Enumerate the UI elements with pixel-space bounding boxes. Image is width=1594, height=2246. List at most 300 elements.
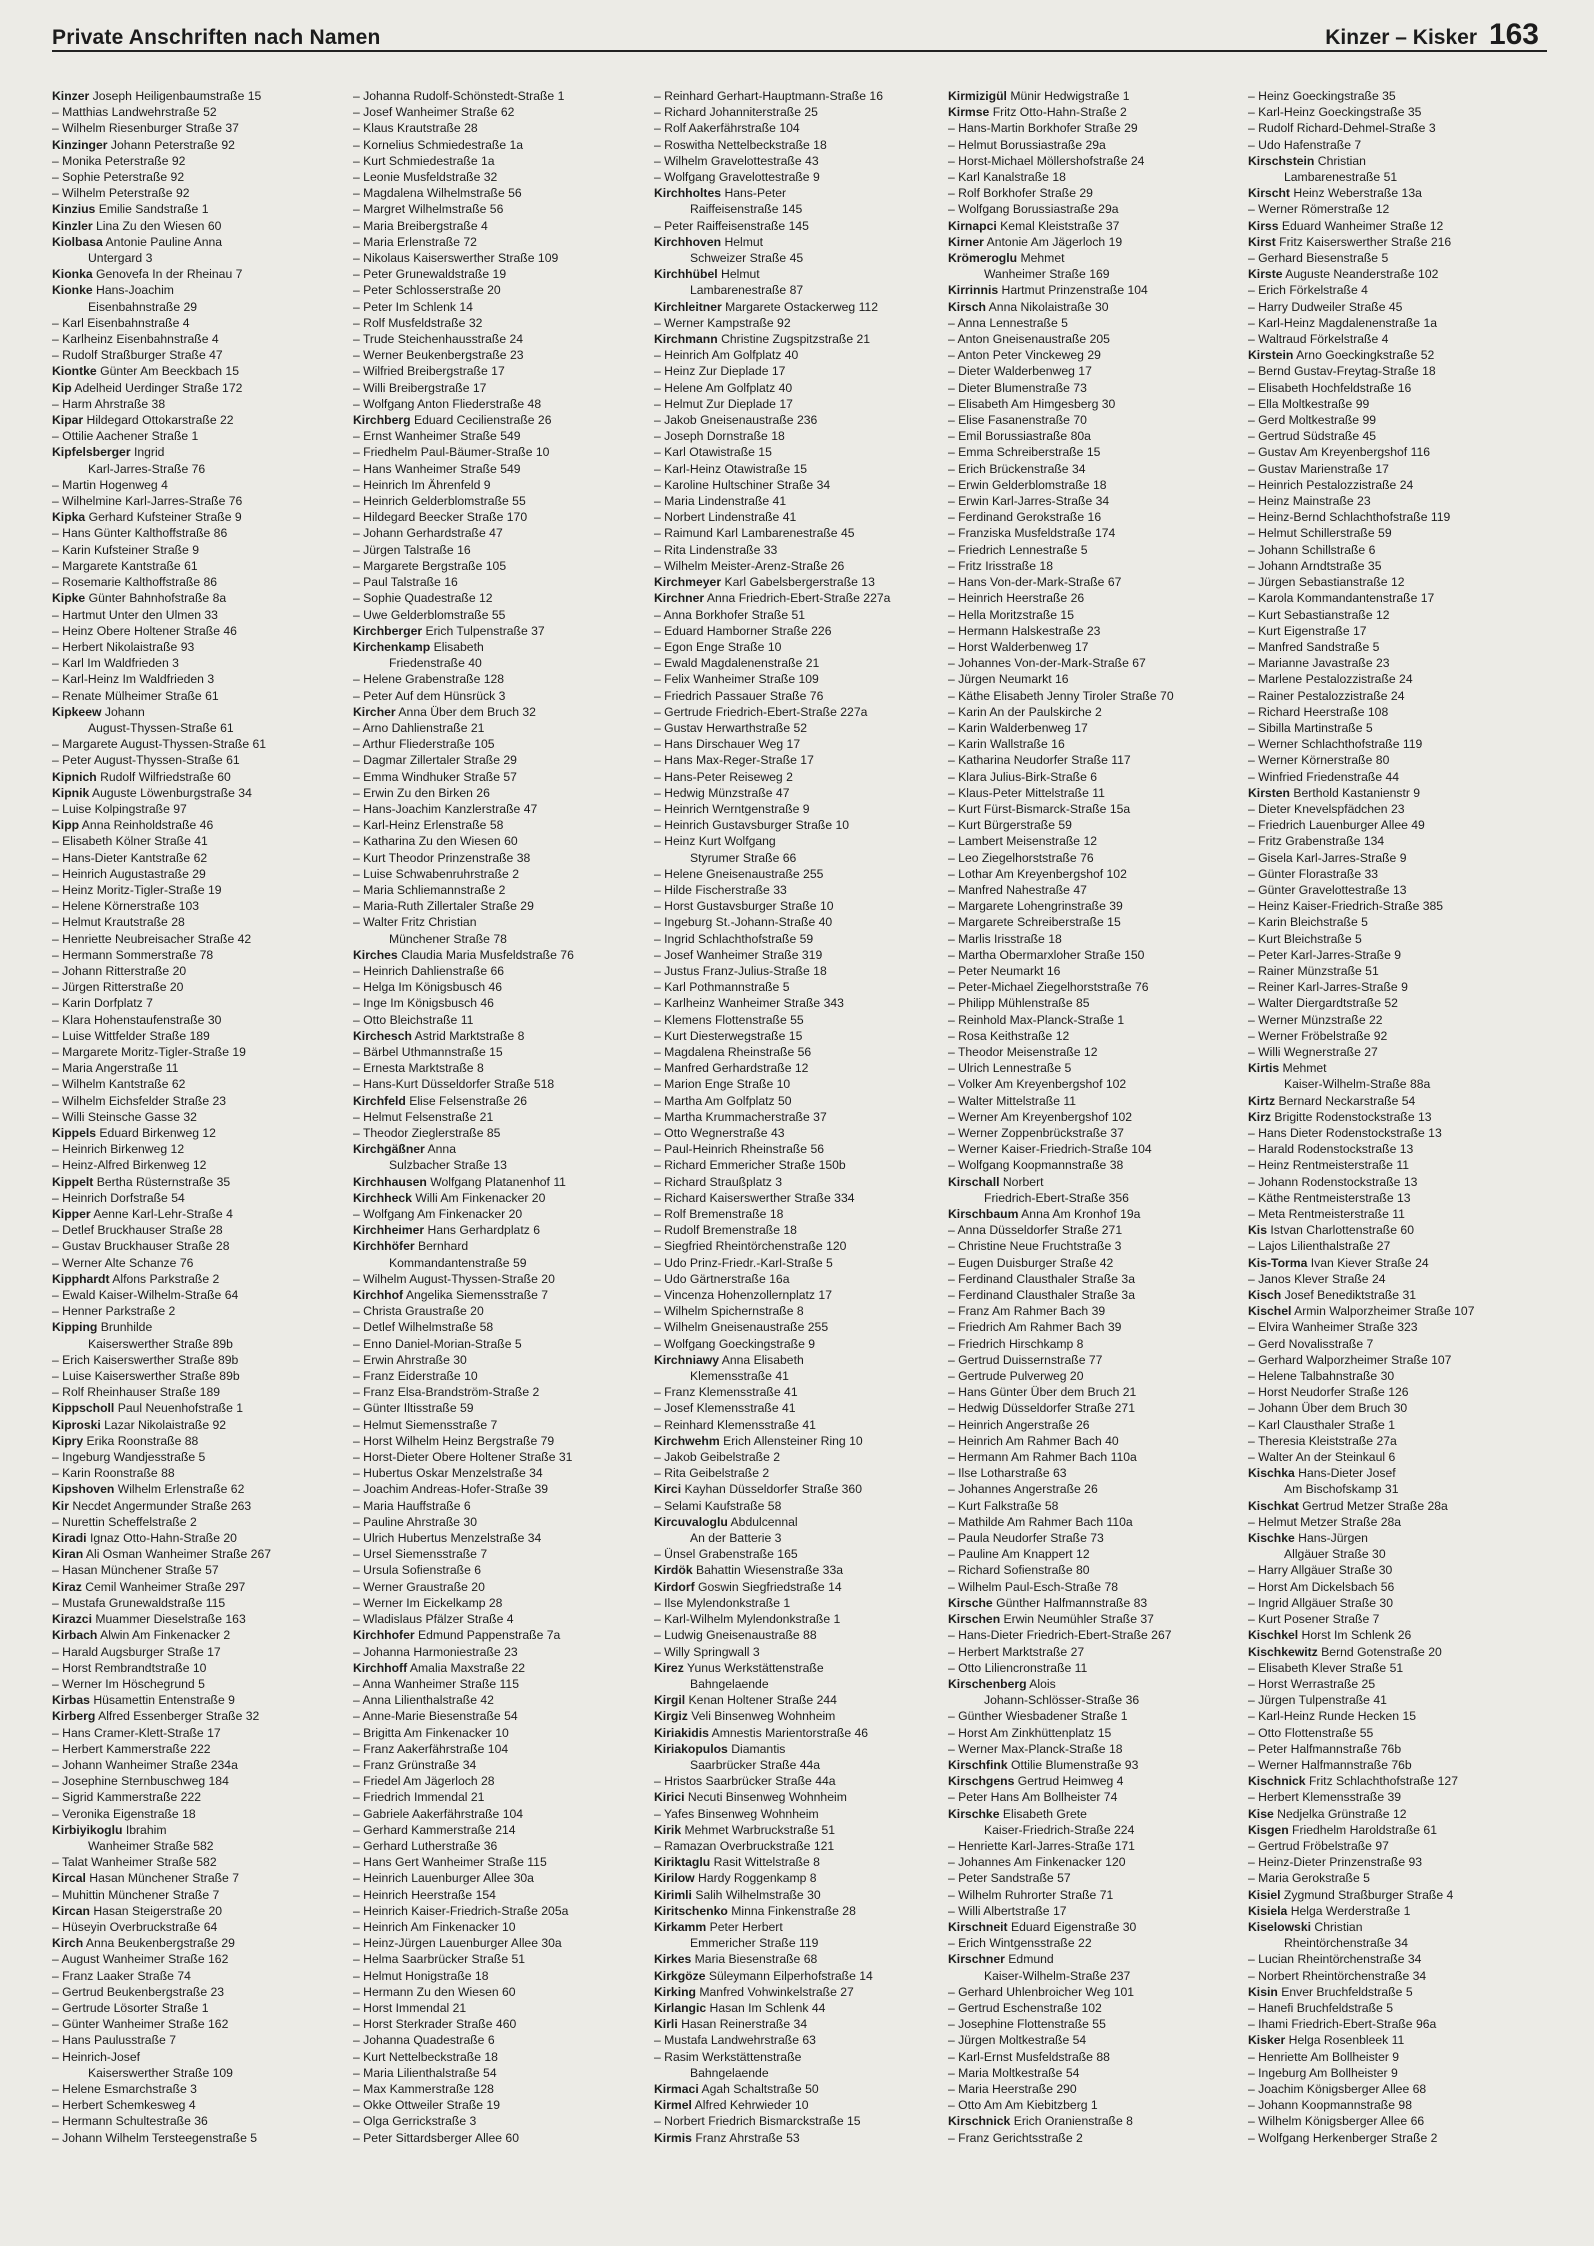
directory-entry (52, 1368, 337, 1384)
directory-entry (948, 1028, 1233, 1044)
entry-text: – Gabriele Aakerfährstraße 104 (353, 1806, 524, 1821)
directory-entry (948, 590, 1233, 606)
column-2 (353, 88, 638, 2228)
directory-entry (948, 1255, 1233, 1271)
directory-entry (948, 347, 1233, 363)
directory-entry (654, 1190, 939, 1206)
directory-entry (654, 120, 939, 136)
directory-entry (1248, 850, 1533, 866)
entry-surname: Kippscholl (52, 1401, 115, 1416)
entry-surname: Kiriktaglu (654, 1855, 711, 1870)
entry-text: – Maria Hauffstraße 6 (353, 1498, 471, 1513)
directory-entry (52, 120, 337, 136)
directory-entry (948, 736, 1233, 752)
directory-entry (948, 493, 1233, 509)
directory-entry (353, 995, 638, 1011)
directory-entry (353, 1255, 638, 1271)
directory-entry (654, 590, 939, 606)
directory-entry (1248, 1741, 1533, 1757)
entry-text: – Heinrich-Josef (52, 2049, 141, 2064)
entry-text: – Joachim Königsberger Allee 68 (1248, 2081, 1427, 2096)
entry-surname: Kirchmeyer (654, 575, 722, 590)
entry-text: – Walter An der Steinkaul 6 (1248, 1450, 1396, 1465)
entry-text: Kemal Kleiststraße 37 (1000, 218, 1120, 233)
entry-text: Alfred Essenberger Straße 32 (98, 1709, 260, 1724)
directory-entry (948, 282, 1233, 298)
entry-text: – Heinz Kaiser-Friedrich-Straße 385 (1248, 899, 1444, 914)
entry-text: – Wilhelm Peterstraße 92 (52, 186, 190, 201)
directory-entry (1248, 2130, 1533, 2146)
entry-surname: Kisin (1248, 1984, 1278, 1999)
directory-entry (1248, 1660, 1533, 1676)
directory-entry (353, 444, 638, 460)
entry-text: – Janos Klever Straße 24 (1248, 1271, 1386, 1286)
entry-text: Mehmet Warbruckstraße 51 (684, 1822, 836, 1837)
directory-entry (654, 1481, 939, 1497)
entry-text: – Peter Schlosserstraße 20 (353, 283, 501, 298)
directory-entry (948, 1838, 1233, 1854)
entry-text: – Hasan Münchener Straße 57 (52, 1563, 219, 1578)
entry-text: – Erich Förkelstraße 4 (1248, 283, 1368, 298)
directory-entry (1248, 1109, 1533, 1125)
entry-surname: Kirste (1248, 267, 1283, 282)
directory-entry (1248, 704, 1533, 720)
entry-surname: Kirci (654, 1482, 682, 1497)
directory-entry (52, 169, 337, 185)
entry-text: – Heinrich Dahlienstraße 66 (353, 963, 505, 978)
entry-text: – Gertrud Beukenbergstraße 23 (52, 1984, 225, 1999)
entry-text: – Werner Zoppenbrückstraße 37 (948, 1126, 1124, 1140)
entry-text: – Karin Roonstraße 88 (52, 1466, 175, 1481)
entry-text: Hasan Reinerstraße 34 (681, 2017, 808, 2032)
directory-entry (1248, 1028, 1533, 1044)
entry-text: – Karl Kanalstraße 18 (948, 170, 1066, 185)
column-1 (52, 88, 337, 2228)
directory-entry (948, 1498, 1233, 1514)
directory-entry (353, 1951, 638, 1967)
directory-entry (948, 525, 1233, 541)
entry-surname: Kinzius (52, 202, 96, 217)
directory-entry (353, 882, 638, 898)
entry-text: – Pauline Am Knappert 12 (948, 1547, 1090, 1562)
directory-entry (654, 477, 939, 493)
entry-text: Helga Rosenbleek 11 (1288, 2033, 1405, 2048)
entry-text: – Margarete Bergstraße 105 (353, 558, 507, 573)
entry-text: – Henner Parkstraße 2 (52, 1304, 176, 1319)
entry-text: Schweizer Straße 45 (690, 251, 804, 266)
entry-text: – Ingeburg Wandjesstraße 5 (52, 1450, 206, 1465)
entry-text: – Vincenza Hohenzollernplatz 17 (654, 1288, 832, 1303)
directory-entry (1248, 736, 1533, 752)
directory-entry (353, 1190, 638, 1206)
entry-surname: Kirz (1248, 1109, 1272, 1124)
directory-entry (1248, 1627, 1533, 1643)
entry-text: – Werner Münzstraße 22 (1248, 1012, 1383, 1027)
entry-text: Hartmut Prinzenstraße 104 (1001, 283, 1148, 298)
directory-entry (52, 1060, 337, 1076)
entry-text: – Luise Kolpingstraße 97 (52, 801, 187, 816)
directory-entry (353, 2081, 638, 2097)
directory-entry (948, 1287, 1233, 1303)
directory-entry (948, 1514, 1233, 1530)
entry-text: Allgäuer Straße 30 (1284, 1547, 1386, 1562)
directory-entry (1248, 1222, 1533, 1238)
entry-surname: Kirchhof (353, 1288, 404, 1303)
entry-surname: Kisch (1248, 1288, 1282, 1303)
directory-entry (353, 1676, 638, 1692)
entry-text: – Rudolf Bremenstraße 18 (654, 1223, 797, 1238)
directory-entry (52, 1660, 337, 1676)
entry-surname: Kischkel (1248, 1628, 1299, 1643)
entry-surname: Kirking (654, 1984, 696, 1999)
entry-text: – Horst-Michael Möllershofstraße 24 (948, 153, 1145, 168)
directory-entry (1248, 1044, 1533, 1060)
directory-entry (654, 1028, 939, 1044)
entry-text: – Peter Neumarkt 16 (948, 963, 1061, 978)
entry-text: Kenan Holtener Straße 244 (688, 1693, 837, 1708)
entry-surname: Kirmizigül (948, 89, 1007, 103)
entry-text: Alois (1029, 1676, 1056, 1691)
entry-text: – Detlef Bruckhauser Straße 28 (52, 1223, 223, 1238)
entry-text: Goswin Siegfriedstraße 14 (698, 1579, 842, 1594)
directory-entry (948, 607, 1233, 623)
entry-text: – Helene Körnerstraße 103 (52, 899, 200, 914)
entry-text: – Horst Am Zinkhüttenplatz 15 (948, 1725, 1112, 1740)
entry-text: Friedhelm Haroldstraße 61 (1292, 1822, 1437, 1837)
directory-entry (948, 1141, 1233, 1157)
entry-surname: Kiran (52, 1547, 84, 1562)
entry-text: – Kurt Nettelbeckstraße 18 (353, 2049, 498, 2064)
entry-surname: Kir (52, 1498, 69, 1513)
directory-entry (948, 412, 1233, 428)
directory-entry (1248, 1951, 1533, 1967)
entry-text: – Kurt Eigenstraße 17 (1248, 623, 1367, 638)
entry-text: Gerhard Kufsteiner Straße 9 (88, 510, 242, 525)
directory-entry (52, 88, 337, 104)
directory-entry (1248, 363, 1533, 379)
directory-entry (654, 2097, 939, 2113)
directory-entry (1248, 185, 1533, 201)
entry-text: – Luise Kaiserswerther Straße 89b (52, 1369, 240, 1384)
entry-text: – Nurettin Scheffelstraße 2 (52, 1514, 197, 1529)
entry-text: Genovefa In der Rheinau 7 (96, 267, 243, 282)
entry-text: Amnestis Marientorstraße 46 (711, 1725, 869, 1740)
entry-surname: Kirkgöze (654, 1968, 706, 1983)
entry-text: – Magdalena Rheinstraße 56 (654, 1044, 812, 1059)
entry-text: – Gerhard Biesenstraße 5 (1248, 251, 1389, 266)
entry-text: Brunhilde (100, 1320, 153, 1335)
entry-text: Saarbrücker Straße 44a (690, 1757, 821, 1772)
directory-entry (353, 1384, 638, 1400)
directory-entry (948, 1465, 1233, 1481)
entry-text: – Friedrich Lennestraße 5 (948, 542, 1088, 557)
directory-entry (948, 380, 1233, 396)
entry-text: – Wilhelm Paul-Esch-Straße 78 (948, 1579, 1119, 1594)
entry-text: – Waltraud Förkelstraße 4 (1248, 332, 1389, 347)
entry-text: – Gertrud Südstraße 45 (1248, 429, 1377, 444)
entry-text: – Helmut Felsenstraße 21 (353, 1109, 494, 1124)
directory-entry (948, 2113, 1233, 2129)
entry-text: – Felix Wanheimer Straße 109 (654, 672, 819, 687)
entry-text: – Herbert Schemkesweg 4 (52, 2098, 196, 2113)
entry-text: Ali Osman Wanheimer Straße 267 (85, 1547, 272, 1562)
entry-text: – Maria Lindenstraße 41 (654, 494, 787, 509)
directory-entry (52, 914, 337, 930)
entry-text: – Wilhelm Königsberger Allee 66 (1248, 2114, 1425, 2129)
directory-entry (1248, 931, 1533, 947)
entry-text: – Emma Windhuker Straße 57 (353, 769, 517, 784)
directory-columns (52, 88, 1547, 2228)
directory-entry (948, 201, 1233, 217)
entry-surname: Kirchheimer (353, 1223, 425, 1238)
directory-entry (353, 1060, 638, 1076)
entry-text: – Rolf Aakerfährstraße 104 (654, 121, 800, 136)
directory-entry (1248, 1870, 1533, 1886)
entry-text: – Werner Am Kreyenbergshof 102 (948, 1109, 1133, 1124)
directory-entry (353, 1887, 638, 1903)
entry-text: – Hella Moritzstraße 15 (948, 607, 1074, 622)
directory-entry (52, 396, 337, 412)
entry-text: – Katharina Zu den Wiesen 60 (353, 834, 518, 849)
directory-entry (654, 428, 939, 444)
directory-entry (353, 104, 638, 120)
directory-entry (52, 1562, 337, 1578)
directory-entry (654, 1935, 939, 1951)
directory-entry (353, 542, 638, 558)
directory-entry (654, 1546, 939, 1562)
directory-entry (948, 1076, 1233, 1092)
directory-entry (353, 2000, 638, 2016)
entry-text: – Franz Gerichtsstraße 2 (948, 2130, 1083, 2145)
entry-surname: Kionke (52, 283, 93, 298)
directory-entry (654, 1773, 939, 1789)
directory-entry (353, 2016, 638, 2032)
entry-text: – Karin Walderbenweg 17 (948, 720, 1088, 735)
directory-entry (654, 1854, 939, 1870)
entry-text: – Karl Eisenbahnstraße 4 (52, 315, 190, 330)
entry-text: – Udo Gärtnerstraße 16a (654, 1271, 790, 1286)
entry-text: – Manfred Nahestraße 47 (948, 882, 1087, 897)
entry-text: Bahattin Wiesenstraße 33a (696, 1563, 844, 1578)
directory-entry (948, 1433, 1233, 1449)
entry-text: – Katharina Neudorfer Straße 117 (948, 753, 1131, 768)
entry-text: Brigitte Rodenstockstraße 13 (1274, 1109, 1432, 1124)
entry-surname: Kis (1248, 1223, 1267, 1238)
entry-text: – Willi Wegnerstraße 27 (1248, 1044, 1378, 1059)
directory-entry (948, 120, 1233, 136)
entry-surname: Kirtis (1248, 1061, 1280, 1076)
directory-entry (654, 1012, 939, 1028)
directory-entry (353, 1303, 638, 1319)
directory-entry (52, 558, 337, 574)
entry-text: – Wilhelm Meister-Arenz-Straße 26 (654, 558, 845, 573)
directory-entry (654, 234, 939, 250)
entry-text: Hasan Münchener Straße 7 (89, 1871, 239, 1886)
directory-entry (1248, 1854, 1533, 1870)
entry-text: – Ferdinand Gerokstraße 16 (948, 510, 1102, 525)
directory-entry (52, 1595, 337, 1611)
directory-entry (654, 137, 939, 153)
directory-entry (1248, 1060, 1533, 1076)
entry-text: – Gerd Novalisstraße 7 (1248, 1336, 1374, 1351)
directory-entry (353, 1174, 638, 1190)
directory-entry (52, 817, 337, 833)
directory-entry (1248, 558, 1533, 574)
directory-entry (948, 623, 1233, 639)
entry-text: – Matthias Landwehrstraße 52 (52, 105, 217, 120)
entry-text: – Joseph Dornstraße 18 (654, 429, 785, 444)
entry-text: – Wilhelm Ruhrorter Straße 71 (948, 1887, 1114, 1902)
entry-text: – Margret Wilhelmstraße 56 (353, 202, 504, 217)
directory-entry (1248, 607, 1533, 623)
entry-surname: Kirchniawy (654, 1352, 720, 1367)
entry-text: Anna Elisabeth (721, 1352, 804, 1367)
entry-text: – Ferdinand Clausthaler Straße 3a (948, 1271, 1135, 1286)
directory-entry (52, 266, 337, 282)
directory-entry (1248, 1076, 1533, 1092)
entry-text: – Hermann Zu den Wiesen 60 (353, 1984, 516, 1999)
directory-entry (948, 655, 1233, 671)
directory-entry (1248, 817, 1533, 833)
directory-entry (1248, 315, 1533, 331)
directory-entry (654, 542, 939, 558)
directory-entry (52, 542, 337, 558)
directory-entry (353, 1514, 638, 1530)
directory-entry (353, 963, 638, 979)
directory-entry (1248, 234, 1533, 250)
entry-text: – Helmut Zur Dieplade 17 (654, 396, 793, 411)
directory-entry (654, 2081, 939, 2097)
entry-text: – Rolf Bremenstraße 18 (654, 1207, 784, 1222)
entry-surname: Kirner (948, 234, 984, 249)
entry-text: – Helmut Borussiastraße 29a (948, 137, 1106, 152)
entry-surname: Kisgen (1248, 1822, 1289, 1837)
entry-surname: Kipphardt (52, 1271, 110, 1286)
entry-text: – Paul-Heinrich Rheinstraße 56 (654, 1142, 825, 1157)
entry-surname: Kipfelsberger (52, 445, 131, 460)
entry-surname: Kircan (52, 1903, 90, 1918)
directory-entry (948, 1530, 1233, 1546)
entry-text: Eduard Wanheimer Straße 12 (1281, 218, 1444, 233)
entry-surname: Kirchner (654, 591, 705, 606)
entry-text: Bertha Rüsternstraße 35 (96, 1174, 231, 1189)
entry-text: Erich Oranienstraße 8 (1013, 2114, 1133, 2129)
directory-entry (52, 947, 337, 963)
entry-text: – Anna Wanheimer Straße 115 (353, 1676, 519, 1691)
entry-text: – Hans Günter Über dem Bruch 21 (948, 1385, 1137, 1400)
entry-text: Christine Zugspitzstraße 21 (721, 332, 871, 347)
directory-entry (654, 1725, 939, 1741)
entry-text: – Werner Beukenbergstraße 23 (353, 348, 524, 363)
directory-entry (353, 120, 638, 136)
entry-text: – Luise Wittfelder Straße 189 (52, 1028, 210, 1043)
directory-entry (1248, 493, 1533, 509)
directory-entry (52, 1579, 337, 1595)
entry-text: – Peter Sittardsberger Allee 60 (353, 2130, 519, 2145)
entry-text: – Kurt Fürst-Bismarck-Straße 15a (948, 801, 1131, 816)
directory-entry (654, 704, 939, 720)
entry-text: – Dagmar Zillertaler Straße 29 (353, 753, 517, 768)
entry-text: – Anton Gneisenaustraße 205 (948, 332, 1110, 347)
directory-entry (1248, 266, 1533, 282)
entry-text: Zygmund Straßburger Straße 4 (1283, 1887, 1454, 1902)
directory-entry (52, 639, 337, 655)
entry-text: – Otto Flottenstraße 55 (1248, 1725, 1374, 1740)
entry-text: – Peter Halfmannstraße 76b (1248, 1741, 1402, 1756)
entry-surname: Kiritschenko (654, 1903, 728, 1918)
entry-surname: Kirbiyikoglu (52, 1822, 123, 1837)
directory-entry (353, 509, 638, 525)
entry-text: – Karl-Heinz Erlenstraße 58 (353, 818, 504, 833)
directory-entry (654, 2000, 939, 2016)
entry-surname: Kirnapci (948, 218, 997, 233)
entry-text: Emilie Sandstraße 1 (98, 202, 209, 217)
entry-text: Kaiserswerther Straße 89b (88, 1336, 233, 1351)
directory-entry (353, 1838, 638, 1854)
directory-entry (52, 218, 337, 234)
directory-entry (353, 1611, 638, 1627)
entry-surname: Kipp (52, 818, 80, 833)
directory-entry (948, 1741, 1233, 1757)
entry-text: – Trude Steichenhausstraße 24 (353, 332, 524, 347)
directory-entry (353, 1725, 638, 1741)
entry-text: – Helene Gneisenaustraße 255 (654, 866, 824, 881)
directory-entry (52, 1433, 337, 1449)
directory-entry (353, 1854, 638, 1870)
directory-entry (654, 1498, 939, 1514)
entry-text: – Margarete Moritz-Tigler-Straße 19 (52, 1044, 246, 1059)
directory-entry (948, 1611, 1233, 1627)
entry-text: – Johannes Angerstraße 26 (948, 1482, 1098, 1497)
directory-entry (948, 137, 1233, 153)
entry-surname: Kirschen (948, 1612, 1001, 1627)
directory-entry (353, 1968, 638, 1984)
directory-entry (52, 1692, 337, 1708)
directory-entry (353, 1773, 638, 1789)
entry-text: – Walter Diergardtstraße 52 (1248, 996, 1398, 1011)
entry-text: – Ingeburg St.-Johann-Straße 40 (654, 915, 833, 930)
entry-text: – Friedrich Am Rahmer Bach 39 (948, 1320, 1122, 1335)
directory-entry (948, 720, 1233, 736)
directory-entry (948, 1773, 1233, 1789)
directory-entry (52, 1400, 337, 1416)
entry-text: Lazar Nikolaistraße 92 (104, 1417, 227, 1432)
entry-text: Alfred Kehrwieder 10 (694, 2098, 809, 2113)
directory-entry (948, 218, 1233, 234)
entry-text: Eisenbahnstraße 29 (88, 299, 198, 314)
entry-text: – Erich Kaiserswerther Straße 89b (52, 1352, 239, 1367)
directory-entry (1248, 1562, 1533, 1578)
entry-text: – Gertrud Eschenstraße 102 (948, 2000, 1102, 2015)
directory-entry (948, 1060, 1233, 1076)
page-header (52, 10, 1547, 52)
directory-entry (353, 1579, 638, 1595)
entry-text: – Norbert Friedrich Bismarckstraße 15 (654, 2114, 861, 2129)
entry-text: – Reinhold Max-Planck-Straße 1 (948, 1012, 1125, 1027)
directory-entry (654, 574, 939, 590)
directory-entry (353, 1044, 638, 1060)
directory-entry (948, 1336, 1233, 1352)
entry-text: Anna Nikolaistraße 30 (988, 299, 1109, 314)
entry-text: – Norbert Rheintörchenstraße 34 (1248, 1968, 1427, 1983)
directory-entry (353, 1433, 638, 1449)
directory-entry (52, 704, 337, 720)
directory-entry (654, 363, 939, 379)
entry-text: – Werner Graustraße 20 (353, 1579, 485, 1594)
directory-entry (654, 931, 939, 947)
directory-entry (654, 1060, 939, 1076)
entry-text: – Heinz-Bernd Schlachthofstraße 119 (1248, 510, 1451, 525)
